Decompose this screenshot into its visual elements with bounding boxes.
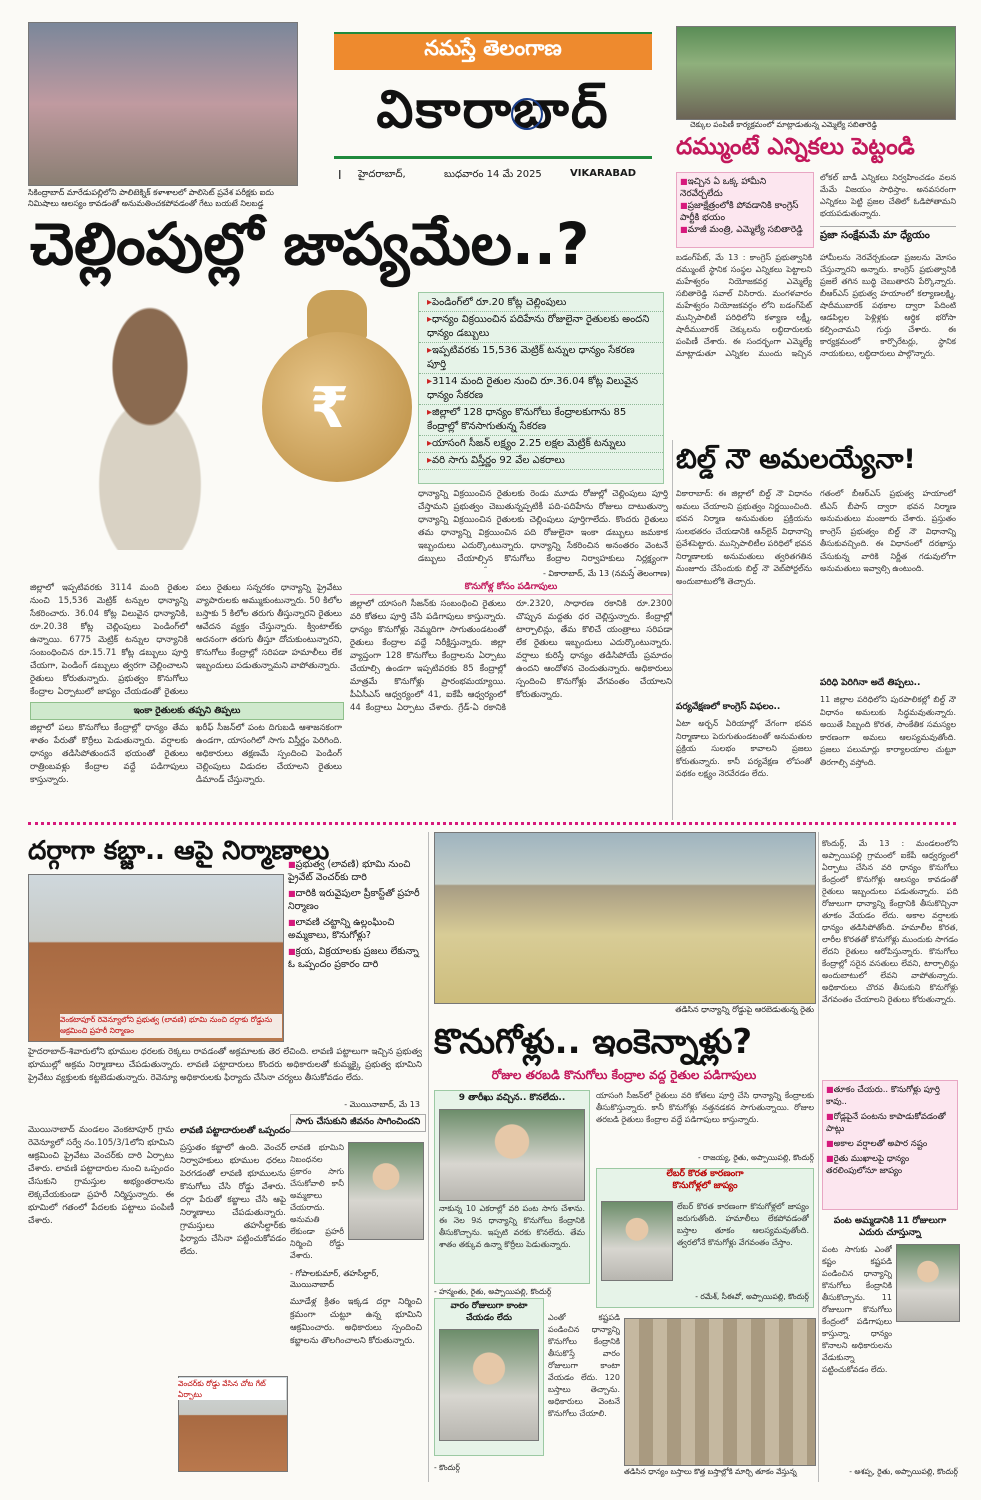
bill-subhead-2: పర్యవేక్షణలో కాంగ్రెస్ విఫలం.. [676,702,781,712]
farmer-quote-2-box [434,1298,544,1456]
grain-sacks-caption: తడిసిన ధాన్యం బస్తాలు కొత్త బస్తాల్లోకి మార్చి తూకం వేస్తున్న [624,1467,797,1476]
grain-drying-photo [434,832,816,1004]
ceo-photo [601,1201,673,1281]
procurement-mid-source: - రాజయ్య, రైతు, అప్పాయిపల్లి, కొందుర్గ్ [697,1153,814,1162]
dargah-dateline: - మొయినాబాద్, మే 13 [344,1100,420,1109]
procurement-subheadline: రోజుల తరబడి కొనుగోలు కేంద్రాల వద్ద రైతుల పడిగాపులు [491,1068,757,1082]
city: హైదరాబాద్, [358,169,406,180]
highlight-item: ■ తూకం చేయరు.. కొనుగోళ్లు పూర్తి కావు.. [826,1084,954,1108]
lead-subhead-2: కొనుగోళ్ల కోసం పడిగాపులు [350,582,672,595]
dargah-photo-caption: వెంకటాపూర్ రెవెన్యూలోని ప్రభుత్వ (లావణి) భూమి నుంచి దర్గాకు రోడ్డును ఆక్రమించి ప్రహరీ నిర్మాణం [60,1014,282,1038]
labour-title: లేబర్ కొరత కారణంగా [666,1169,744,1179]
labour-body: లేబర్ కొరత కారణంగా కొనుగోళ్లలో జాప్యం జరుగుతోంది. హమాలీలు లేకపోవడంతో బస్తాల తూకం ఆలస్యమవుతోంది. త్వరలోనే కొనుగోళ్లు వేగవంతం చేస్తాం. [677,1202,809,1247]
bill-body4: ఏటా అర్బన్ ఏరియాల్లో వేగంగా భవన నిర్మాణాలు పెరుగుతుండటంతో అనుమతుల ప్రక్రియ సులభం కావాలని ప్రజలు కోరుతున్నారు. కానీ పర్యవేక్షణ లోపంతో పథకం లక్ష్యం నెరవేరడం లేదు. [676,719,812,778]
elections-subhead: ప్రజా సంక్షేమమే మా ధ్యేయం [820,226,956,243]
highlight-item: ■ రోడ్లపైనే పంటను కాపాడుకోవడంతో పాట్లు [826,1111,954,1135]
edition: VIKARABAD [570,168,637,179]
dargah-col2: ప్రస్తుతం కబ్జాలో ఉంది. వెంచర్ నిర్వాహకులు భూముల ధరలు పెరగడంతో లావణి భూములను కొనుగోలు చేసి రోడ్డు వేశారు. దర్గా పేరుతో కబ్జాలు చేసి ఆపై నిర్మాణాలు చేపడుతున్నారు. గ్రామస్తులు తహసీల్దార్‌కు ఫిర్యాదు చేసినా పట్టించుకోవడం లేదు. [180,1143,286,1257]
highlight-item: ■ లావణి చట్టాన్ని ఉల్లంఘించి అమ్మకాలు, కొనుగోళ్లు? [288,916,422,942]
column-divider [672,440,673,820]
bill-body2: గతంలో బీఆర్ఎస్ ప్రభుత్వ హయాంలో టీఎస్ బీపాస్ ద్వారా భవన నిర్మాణ అనుమతులు మంజూరు చేశారు. ప్రస్తుతం కాంగ్రెస్ ప్రభుత్వం బిల్డ్ నౌ విధానాన్ని తీసుకువచ్చింది. ఈ విధానంలో దరఖాస్తు చేసుకున్న వారికి నిర్ణీత గడువులోగా అనుమతులు ఇవ్వాల్సి ఉంటుంది. [820,489,956,573]
farmer-quote-2-source: - కొందుర్గ్ [434,1463,460,1472]
procurement-headline: కొనుగోళ్లు.. ఇంకెన్నాళ్లు? [434,1022,753,1062]
highlight-item: ■ క్రయ, విక్రయాలకు ప్రజలు లేకున్నా ఓ ఒప్పందం ప్రకారం దారి [288,945,422,971]
dargah-sidebar-text: లావణి భూమిని నిబంధనల ప్రకారం సాగు చేసుకోవాలి కానీ అమ్మకాలు చేయరాదు. అనుమతి లేకుండా ప్రహరీ నిర్మించి రోడ్డు వేశారు. [290,1143,344,1260]
highlight-item: ▸ యాసంగి సీజన్ లక్ష్యం 2.25 లక్షల మెట్రిక్ టన్నులు [419,436,663,453]
lead-col3: జిల్లాలో యాసంగి సీజన్‌కు సంబంధించి రైతులు వరి కోతలు పూర్తి చేసి పడిగాపులు కాస్తున్నారు. ధాన్యం కొనుగోళ్లు నెమ్మదిగా సాగుతుండటంతో రైతులు కేంద్రాల వద్దే నిరీక్షిస్తున్నారు. జిల్లా వ్యాప్తంగా 128 కొనుగోలు కేంద్రాలను ఏర్పాటు చేయాల్సి ఉండగా ఇప్పటివరకు 85 కేంద్రాల్లో మాత్రమే కొనుగోళ్లు ప్రారంభమయ్యాయి. పీఏసీఎస్ ఆధ్వర్యంలో 41, ఐకేపీ ఆధ్వర్యంలో 44 కేంద్రాలు ఏర్పాటు చేశారు. గ్రేడ్-ఏ రకానికి రూ.2320, సాధారణ రకానికి రూ.2300 చొప్పున మద్దతు ధర చెల్లిస్తున్నారు. కేంద్రాల్లో టార్పాలిన్లు, తేమ కొలిచే యంత్రాలు సరిపడా లేక రైతులు ఇబ్బందులు ఎదుర్కొంటున్నారు. వర్షాలు కురిస్తే ధాన్యం తడిసిపోయే ప్రమాదం ఉందని ఆందోళన చెందుతున్నారు. అధికారులు స్పందించి కొనుగోళ్లు వేగవంతం చేయాలని కోరుతున్నారు. [350,599,672,713]
money-bag-icon [262,290,412,486]
farmer-quote-1-source: - హన్మంతు, రైతు, అప్పాయిపల్లి, కొందుర్గ్ [434,1287,552,1296]
elections-body: బడంగ్‌పేట్, మే 13 : కాంగ్రెస్ ప్రభుత్వానికి దమ్ముంటే స్థానిక సంస్థల ఎన్నికలు పెట్టాలని మహేశ్వరం నియోజకవర్గ ఎమ్మెల్యే సబితారెడ్డి సవాల్ విసిరారు. మంగళవారం మహేశ్వరం నియోజకవర్గం లోని బడంగ్‌పేట్ మున్సిపాలిటీ పరిధిలోని కళ్యాణ లక్ష్మీ, షాదీముబారక్ చెక్కులను లబ్ధిదారులకు పంపిణీ చేశారు. ఈ సందర్భంగా ఎమ్మెల్యే మాట్లాడుతూ ఎన్నికల ముందు ఇచ్చిన హామీలను నెరవేర్చకుండా ప్రజలను మోసం చేస్తున్నారని అన్నారు. కాంగ్రెస్ ప్రభుత్వానికి ప్రజలే తగిన బుద్ధి చెబుతారని పేర్కొన్నారు. బీఆర్ఎస్ ప్రభుత్వ హయాంలో కల్యాణలక్ష్మి, షాదీముబారక్ పథకాల ద్వారా పేదింటి ఆడపిల్లల పెళ్లిళ్లకు ఆర్థిక భరోసా కల్పించామని గుర్తు చేశారు. ఈ కార్యక్రమంలో కార్పొరేటర్లు, స్థానిక నాయకులు, లబ్ధిదారులు పాల్గొన్నారు. [676,253,956,358]
masthead [334,32,652,212]
farmer-1-photo [439,1109,585,1201]
highlight-item: ▸ వరి సాగు విస్తీర్ణం 92 వేల ఎకరాలు [419,453,663,470]
mla-event-photo [676,26,956,120]
farmer-quote-1-title: 9 తారీఖు వచ్చిన.. కొనలేదు.. [458,1093,566,1103]
lead-intro: ధాన్యాన్ని విక్రయించిన రైతులకు రెండు మూడు రోజుల్లో చెల్లింపులు పూర్తి చేస్తామని ప్రభుత్వం చెబుతున్నప్పటికీ పది-పదిహేను రోజులు దాటుతున్నా ధాన్యాన్ని విక్రయించిన రైతులకు చెల్లింపులు పూర్తిగాలేదు. కొందరు రైతులు తమ ధాన్యాన్ని విక్రయించిన పది రోజులైనా ఇంకా డబ్బులు జమకాక ఇబ్బందులు ఎదుర్కొంటున్నారు. ధాన్యాన్ని సేకరించిన అనంతరం వెంటనే డబ్బులు చేయాల్సిన కొనుగోలు కేంద్రాల నిర్వాహకులు నిర్లక్ష్యంగా [418,489,668,564]
venture-gate-caption: వెంచర్‌కు రోడ్డు వేసిన చోట గేట్ ఏర్పాటు [178,1378,286,1400]
lead-col1b: జిల్లాలో పలు కొనుగోలు కేంద్రాల్లో ధాన్యం తేమ శాతం పేరుతో కొర్రీలు పెడుతున్నారు. వర్షాలకు ధాన్యం తడిసిపోతుందనే భయంతో రైతులు రాత్రింబవళ్లు కేంద్రాల వద్దే పడిగాపులు కాస్తున్నారు. [30,723,188,785]
bill-body1: వికారాబాద్: ఈ జిల్లాలో బిల్డ్ నౌ విధానం అమలు చేయాలని ప్రభుత్వం నిర్ణయించింది. భవన నిర్మాణ అనుమతుల ప్రక్రియను సులభతరం చేయడానికి ఆన్‌లైన్ విధానాన్ని ప్రవేశపెట్టారు. మున్సిపాలిటీల పరిధిలో భవన నిర్మాణాలకు అనుమతులు త్వరితగతిన మంజూరు చేసేందుకు బిల్డ్ నౌ వెబ్‌పోర్టల్‌ను అందుబాటులోకి తెచ్చారు. [676,489,812,586]
tahsildar-photo [348,1142,424,1240]
labour-subtitle: కొనుగోళ్లలో జాప్యం [672,1181,738,1191]
masthead-green-line [334,156,652,159]
dargah-headline: దర్గాగా కబ్జా.. ఆపై నిర్మాణాలు [28,836,330,866]
section-divider [28,822,956,825]
procurement-right-body: కొందుర్గ్, మే 13 : మండలంలోని అప్పాయిపల్లి గ్రామంలో ఐకేపీ ఆధ్వర్యంలో ఏర్పాటు చేసిన వరి ధాన్యం కొనుగోలు కేంద్రంలో కొనుగోళ్లు ఆలస్యం కావడంతో రైతులు ఇబ్బందులు పడుతున్నారు. పది రోజులుగా ధాన్యాన్ని కేంద్రానికి తీసుకొచ్చినా తూకం వేయడం లేదు. అకాల వర్షాలకు ధాన్యం తడిసిపోతోంది. హమాలీల కొరత, లారీల కొరతతో కొనుగోళ్లు ముందుకు సాగడం లేదని రైతులు ఆరోపిస్తున్నారు. కొనుగోలు కేంద్రాల్లో సరైన వసతులు లేవని, టార్పాలిన్లు అందుబాటులో లేవని వాపోతున్నారు. అధికారులు చొరవ తీసుకుని కొనుగోళ్లు వేగవంతం చేయాలని రైతులు కోరుతున్నారు. [822,839,958,1004]
highlight-item: ■ ప్రభుత్వ (లావణి) భూమి నుంచి ప్రైవేట్ వెంచర్‌కు దారి [288,858,422,884]
column-divider [428,832,429,1482]
mla-photo-caption: చెక్కుల పంపిణీ కార్యక్రమంలో మాట్లాడుతున్న ఎమ్మెల్యే సబితారెడ్డి [690,120,877,129]
dargah-intro: హైదరాబాద్-శివారులోని భూముల ధరలకు రెక్కలు రావడంతో అక్రమాలకు తెర లేచింది. లావణి పట్టాలుగా ఇచ్చిన ప్రభుత్వ భూముల్లో అక్రమ నిర్మాణాలు చేపడుతున్నారు. లావణి పట్టాదారులు కొందరు అధికారులతో కుమ్మక్కై ప్రభుత్వ భూమిని ప్రైవేటు వ్యక్తులకు కట్టబెడుతున్నారు. రెవెన్యూ అధికారులకు ఫిర్యాదు చేసినా చర్యలు తీసుకోవడం లేదు. [28,1047,422,1083]
column-divider [818,832,819,1482]
highlight-item: ■ ప్రజాక్షేత్రంలోకి పోవడానికి కాంగ్రెస్ పార్టీకి భయం [680,200,810,224]
procurement-right-subhead: పంట అమ్మడానికి 11 రోజులుగా ఎదురు చూస్తున్నా [833,1216,947,1238]
dargah-quote-source: - గోపాలకుమార్, తహసీల్దార్, మొయినాబాద్ [290,1269,379,1289]
ashoka-chakra-icon [511,98,543,130]
farmer-quote-1-box [434,1090,590,1284]
grain-sacks-photo [624,1318,816,1466]
farmer-quote-2-title: వారం రోజులుగా కాంటా చేయడం లేదు [450,1301,528,1323]
bill-headline: బిల్డ్ నౌ అమలయ్యేనా! [676,444,916,475]
dargah-col1: మొయినాబాద్ మండలం వెంకటాపూర్ గ్రామ రెవెన్యూలో సర్వే నం.105/3/1లోని భూమిని ఆక్రమించి ప్రైవేటు వెంచర్‌కు దారి ఏర్పాటు చేశారు. లావణి పట్టాదారుల నుంచి ఒప్పందం చేసుకుని గ్రామస్తుల అభ్యంతరాలను లెక్కచేయకుండా ప్రహరీ నిర్మిస్తున్నారు. ఈ భూమిలో గతంలో పేదలకు పట్టాలు పంపిణీ చేశారు. [28,1125,174,1226]
farmer-quote-2-body: ఎంతో కష్టపడి పండించిన ధాన్యాన్ని కొనుగోలు కేంద్రానికి తీసుకొస్తే వారం రోజులుగా కాంటా వేయడం లేదు. 120 బస్తాలు తెచ్చాను. అధికారులు వెంటనే కొనుగోలు చేయాలి. [548,1313,620,1418]
polycet-photo-caption: సికింద్రాబాద్ మారేడుపల్లిలోని పాలిటెక్నిక్ కళాశాలలో పాలిసెట్ ప్రవేశ పరీక్షకు ఐదు నిమిషాలు ఆలస్యం కావడంతో అనుమతించకపోవడంతో గేటు బయటే నిలబడ్డ [28,188,274,208]
farmer-3-photo [896,1244,960,1322]
page-number: I [338,168,342,182]
procurement-right-highlights [822,1080,958,1210]
lead-subhead-1: ఇంకా రైతులకు తప్పని తిప్పలు [30,702,344,720]
bill-subhead-1: పరిధి పెరిగినా అదే తిప్పలు.. [820,678,921,688]
farmer-quote-1-body: నాకున్న 10 ఎకరాల్లో వరి పంట సాగు చేశాను. ఈ నెల 9న ధాన్యాన్ని కొనుగోలు కేంద్రానికి తీసుకొచ్చాను. ఇప్పటి వరకు కొనలేదు. తేమ శాతం తక్కువ ఉన్నా కొర్రీలు పెడుతున్నారు. [439,1204,585,1249]
lead-dateline: - వికారాబాద్, మే 13 (నమస్తే తెలంగాణ) [543,569,670,578]
elections-body-right: లోకల్ బాడీ ఎన్నికలు నిర్వహించడం వలన మేమే విజయం సాధిస్తాం. అనవసరంగా ఎన్నికలు పెట్టి ప్రజల చేతిలో ఓడిపోతామని భయపడుతున్నారు. [820,173,956,218]
elections-highlights [676,172,814,248]
highlight-item: ■ ఇచ్చిన ఏ ఒక్క హామీని నెరవేర్చలేదు [680,176,810,200]
distressed-farmer-photo [32,288,268,550]
highlight-item: ▸ జిల్లాలో 128 ధాన్యం కొనుగోలు కేంద్రాలకుగాను 85 కేంద్రాల్లో కొనసాగుతున్న సేకరణ [419,405,663,436]
lead-highlights-box [418,292,664,484]
highlight-item: ▸ పెండింగ్‌లో రూ.20 కోట్ల చెల్లింపులు [419,295,663,312]
dargah-col3: మూడేళ్ల క్రితం ఇక్కడ దర్గా నిర్మించి క్రమంగా చుట్టూ ఉన్న భూమిని ఆక్రమించారు. అధికారులు స్పందించి కబ్జాలను తొలగించాలని కోరుతున్నారు. [290,1297,422,1346]
lead-col2: పలు రైతులు సన్నరకం ధాన్యాన్ని ప్రైవేటు వ్యాపారులకు అమ్ముకుంటున్నారు. 50 కిలోల బస్తాకు 5 కిలోల తరుగు తీస్తున్నారని రైతులు ఆవేదన వ్యక్తం చేస్తున్నారు. క్వింటాల్‌కు అదనంగా తరుగు తీస్తూ దోచుకుంటున్నారని, కొనుగోలు కేంద్రాల్లో సరిపడా హమాలీలు లేక ఇబ్బందులు పడుతున్నామని వాపోతున్నారు. [196,583,342,671]
highlight-item: ■ రైతు ముఖాలపై ధాన్యం తరలింపులోనూ జాప్యం [826,1153,954,1177]
procurement-right-body2: పంట సాగుకు ఎంతో కష్టం కష్టపడి పండించిన ధాన్యాన్ని కొనుగోలు కేంద్రానికి తీసుకొచ్చాను. 11 రోజులుగా కొనుగోలు కేంద్రంలో పడిగాపులు కాస్తున్నా. ధాన్యం కొనాలని అధికారులను వేడుకున్నా పట్టించుకోవడం లేదు. [822,1245,892,1374]
lead-headline: చెల్లింపుల్లో జాప్యమేల..? [30,210,590,278]
dargah-subhead: లావణి పట్టాదారులతో ఒప్పందం [180,1126,290,1136]
farmer-2-photo [439,1329,539,1441]
date: బుధవారం 14 మే 2025 [444,169,542,180]
paper-name: నమస్తే తెలంగాణ [424,36,562,60]
dargah-pull-quote: సాగు చేసుకుని జీవనం సాగించిందని [290,1114,426,1132]
dargah-highlights [288,858,422,1038]
highlight-item: ■ మాజీ మంత్రి, ఎమ్మెల్యే సబితారెడ్డి [680,224,810,236]
polycet-gate-photo [28,22,298,186]
highlight-item: ▸ ఇప్పటివరకు 15,536 మెట్రిక్ టన్నుల ధాన్యం సేకరణ పూర్తి [419,343,663,374]
elections-headline: దమ్ముంటే ఎన్నికలు పెట్టండి [676,134,915,160]
highlight-item: ■ అకాల వర్షాలతో అపార నష్టం [826,1138,954,1150]
highlight-item: ▸ 3114 మంది రైతుల నుంచి రూ.36.04 కోట్ల విలువైన ధాన్యం సేకరణ [419,374,663,405]
highlight-item: ▸ ధాన్యం విక్రయించిన పదిహేను రోజులైనా రైతులకు అందని ధాన్యం డబ్బులు [419,312,663,343]
procurement-mid-body: యాసంగి సీజన్‌లో రైతులు వరి కోతలు పూర్తి చేసి ధాన్యాన్ని కేంద్రాలకు తీసుకొస్తున్నారు. కానీ కొనుగోళ్లు నత్తనడకన సాగుతున్నాయి. రోజుల తరబడి రైతులు కేంద్రాల వద్దే పడిగాపులు కాస్తున్నారు. [596,1091,814,1124]
labour-source: - రమేశ్, సీఈవో, అప్పాయిపల్లి, కొందుర్గ్ [695,1292,809,1301]
labour-box [596,1168,814,1308]
procurement-right-source: - అశప్ప, రైతు, అప్పాయిపల్లి, కొందుర్గ్ [849,1467,958,1476]
lead-col1: జిల్లాలో ఇప్పటివరకు 3114 మంది రైతుల నుంచి 15,536 మెట్రిక్ టన్నుల ధాన్యాన్ని సేకరించారు. 36.04 కోట్ల విలువైన ధాన్యానికి, రూ.20.38 కోట్ల చెల్లింపులు పెండింగ్‌లో ఉన్నాయి. 6775 మెట్రిక్ టన్నుల ధాన్యానికి సంబంధించిన రూ.15.71 కోట్ల డబ్బులు పూర్తి చేయగా, పెండింగ్ డబ్బులు త్వరగా చెల్లించాలని రైతులు కోరుతున్నారు. ప్రభుత్వం కొనుగోలు కేంద్రాల ఏర్పాటులో జాప్యం చేయడంతో రైతులు [30,583,188,697]
grain-photo-caption: తడిసిన ధాన్యాన్ని రోడ్డుపై ఆరబెడుతున్న రైతు [675,1005,814,1014]
bill-body3: 11 జిల్లాల పరిధిలోని పురపాలికల్లో బిల్డ్ నౌ విధానం అమలుకు సిద్ధమవుతున్నారు. అయితే సిబ్బంది కొరత, సాంకేతిక సమస్యల కారణంగా అమలు ఆలస్యమవుతోంది. ప్రజలు పలుమార్లు కార్యాలయాల చుట్టూ తిరగాల్సి వస్తోంది. [820,695,956,767]
district-title: వికారాబాద్ [376,80,610,140]
rupee-icon: ₹ [310,376,349,441]
lead-col2b: ఖరీఫ్ సీజన్‌లో పంట దిగుబడి ఆశాజనకంగా ఉండగా, యాసంగిలో సాగు విస్తీర్ణం పెరిగింది. అధికారులు తక్షణమే స్పందించి పెండింగ్ చెల్లింపులు విడుదల చేయాలని రైతులు డిమాండ్ చేస్తున్నారు. [196,723,342,785]
highlight-item: ■ దారికి ఇరువైపులా ప్రీకాస్ట్‌తో ప్రహరీ నిర్మాణం [288,887,422,913]
